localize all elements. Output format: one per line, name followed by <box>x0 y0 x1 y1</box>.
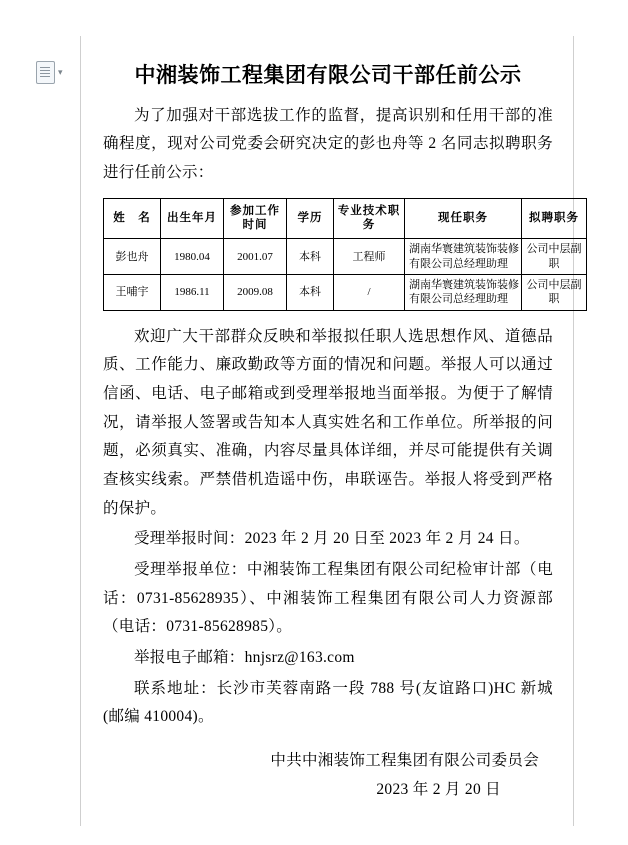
document-icon-group[interactable] <box>36 60 70 84</box>
column-header-education: 学历 <box>287 198 334 239</box>
column-header-current-post: 现任职务 <box>405 198 522 239</box>
report-email-paragraph: 举报电子邮箱：hnjsrz@163.com <box>134 648 355 666</box>
report-unit-paragraph: 受理举报单位：中湘装饰工程集团有限公司纪检审计部（电话：0731-85628935）、中湘装饰工程集团有限公司人力资源部（电话：0731-85628985）。 <box>103 560 553 636</box>
signature-block <box>103 746 553 805</box>
report-period-paragraph: 受理举报时间：2023 年 2 月 20 日至 2023 年 2 月 24 日。 <box>134 530 530 548</box>
chevron-down-icon[interactable]: ▾ <box>58 66 63 77</box>
report-guidance-paragraph: 欢迎广大干部群众反映和举报拟任职人选思想作风、道德品质、工作能力、廉政勤政等方面的情况和问题。举报人可以通过信函、电话、电子邮箱或到受理举报地当面举报。为便于了解情况，请举报人签署或告知本人真实姓名和工作单位。所举报的问题，必须真实、准确，内容尽量具体详细，并尽可能提供有关调查核实线索。严禁借机造谣中伤，串联诬告。举报人将受到严格的保护。 <box>103 327 553 517</box>
column-header-work-start: 参加工作时间 <box>224 198 287 239</box>
cell-education: 本科 <box>287 239 334 275</box>
report-address-paragraph: 联系地址：长沙市芙蓉南路一段 788 号(友谊路口)HC 新城(邮编 410004)。 <box>103 679 553 726</box>
cell-new-post: 公司中层副职 <box>522 274 587 310</box>
cell-current-post: 湖南华寰建筑装饰装修有限公司总经理助理 <box>405 239 522 275</box>
officers-table <box>103 198 587 311</box>
table-row <box>104 239 587 275</box>
column-header-name: 姓 名 <box>104 198 161 239</box>
cell-tech-title: 工程师 <box>334 239 405 275</box>
column-header-birth: 出生年月 <box>161 198 224 239</box>
cell-birth: 1986.11 <box>161 274 224 310</box>
cell-work-start: 2001.07 <box>224 239 287 275</box>
document-content <box>103 54 582 805</box>
signature-org: 中共中湘装饰工程集团有限公司委员会 <box>270 751 539 769</box>
table-row <box>104 274 587 310</box>
intro-paragraph: 为了加强对干部选拔工作的监督，提高识别和任用干部的准确程度，现对公司党委会研究决定的彭也舟等 2 名同志拟聘职务进行任前公示： <box>103 106 553 181</box>
cell-tech-title: / <box>334 274 405 310</box>
cell-birth: 1980.04 <box>161 239 224 275</box>
column-header-new-post: 拟聘职务 <box>522 198 587 239</box>
document-sheet <box>80 36 582 826</box>
page-title: 中湘装饰工程集团有限公司干部任前公示 <box>134 63 522 87</box>
cell-name: 彭也舟 <box>104 239 161 275</box>
column-header-tech-title: 专业技术职务 <box>334 198 405 239</box>
signature-date: 2023 年 2 月 20 日 <box>376 781 501 799</box>
cell-education: 本科 <box>287 274 334 310</box>
cell-name: 王哺宇 <box>104 274 161 310</box>
table-header-row <box>104 198 587 239</box>
cell-work-start: 2009.08 <box>224 274 287 310</box>
document-icon <box>36 61 55 84</box>
cell-current-post: 湖南华寰建筑装饰装修有限公司总经理助理 <box>405 274 522 310</box>
cell-new-post: 公司中层副职 <box>522 239 587 275</box>
